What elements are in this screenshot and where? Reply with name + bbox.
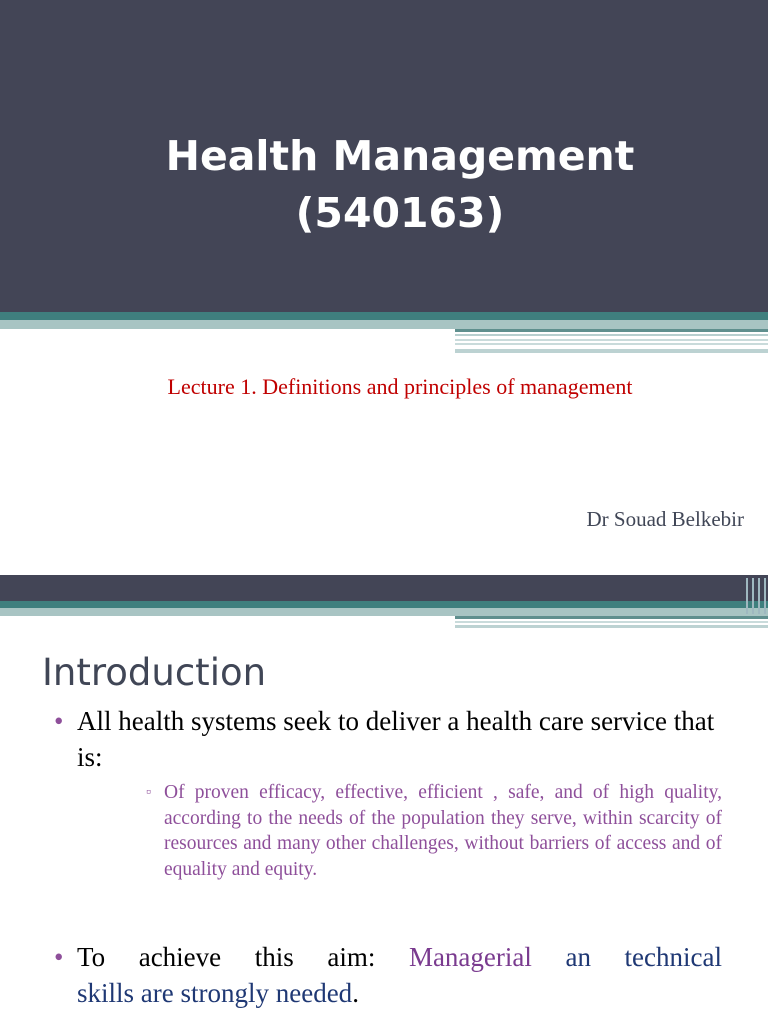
author-name: Dr Souad Belkebir — [586, 507, 744, 531]
bullet-aim-text — [54, 939, 722, 975]
slide-heading: Introduction — [42, 651, 267, 694]
aim-middle: an technical — [531, 942, 722, 972]
aim-skills: skills are strongly needed — [77, 978, 353, 1008]
aim-prefix: To achieve this aim: — [77, 942, 409, 972]
content-decorative-stripes — [0, 575, 768, 631]
title-decorative-stripes — [0, 312, 768, 356]
bullet-item-aim — [54, 939, 722, 975]
lecture-subtitle: Lecture 1. Definitions and principles of management — [167, 374, 633, 399]
bullet-marker: • — [54, 942, 64, 972]
bullet-text: All health systems seek to deliver a health care service that is: — [77, 706, 715, 772]
bullet-aim-line2-text — [54, 975, 722, 1011]
slide-title-line1: Health Management — [165, 132, 635, 180]
bullet-aim-line2 — [54, 975, 722, 1011]
content-slide — [0, 575, 768, 1024]
sub-bullet-item — [146, 780, 722, 882]
slide-title-line2: (540163) — [295, 189, 505, 237]
sub-bullet-marker: ▫ — [146, 785, 151, 800]
aim-highlight-managerial: Managerial — [408, 942, 532, 972]
slide-title — [0, 128, 768, 242]
sub-bullet-text: Of proven efficacy, effective, efficient , safe, and of high quality, according to the needs of the population they serve, within scarcity of resources and many other challenges, without barriers of access and of equality and equity. — [164, 782, 722, 880]
bullet-item — [54, 703, 722, 775]
bullet-marker: • — [54, 706, 64, 736]
aim-end: . — [352, 978, 359, 1008]
